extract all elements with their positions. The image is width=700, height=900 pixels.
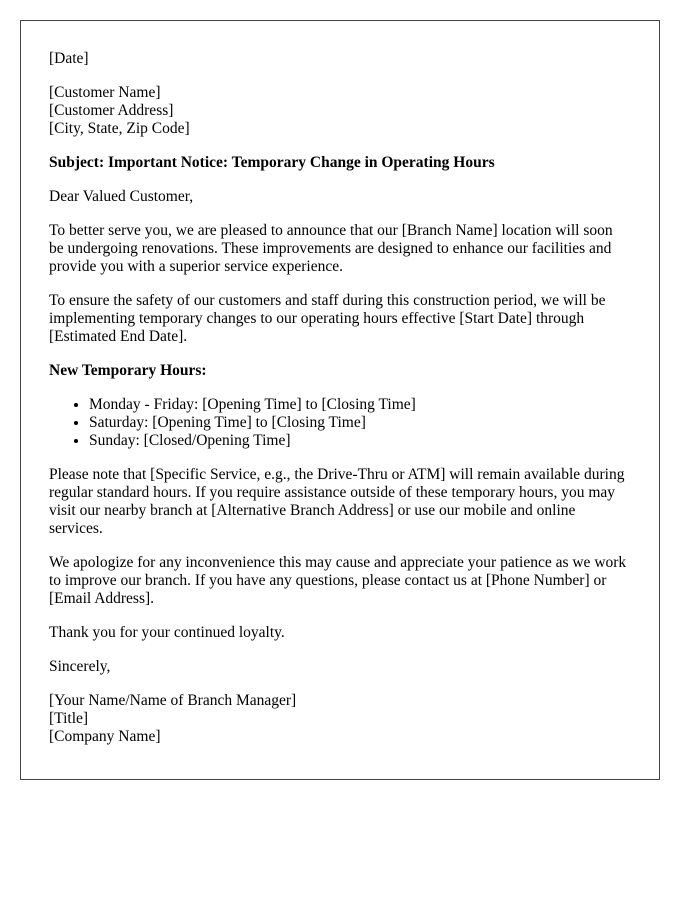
hours-item-saturday: • Saturday: [Opening Time] to [Closing Time]	[89, 414, 631, 432]
body-paragraph-apology: We apologize for any inconvenience this may cause and appreciate your patience as we work to improve our branch. If you have any questions, please contact us at [Phone Number] or [Email Address].	[49, 554, 627, 607]
signature-company: [Company Name]	[49, 728, 161, 745]
letter-salutation: Dear Valued Customer,	[49, 188, 194, 205]
recipient-city-state-zip: [City, State, Zip Code]	[49, 120, 190, 137]
hours-heading: New Temporary Hours:	[49, 362, 207, 379]
letter-page	[20, 20, 660, 780]
body-paragraph-renovation: To better serve you, we are pleased to announce that our [Branch Name] location will soon be undergoing renovations. These improvements are designed to enhance our facilities and provide you with a superior service experience.	[49, 222, 613, 275]
letter-sign-off: Sincerely,	[49, 658, 111, 675]
body-paragraph-services: Please note that [Specific Service, e.g., the Drive-Thru or ATM] will remain available during regular standard hours. If you require assistance outside of these temporary hours, you may visit our nearby branch at [Alternative Branch Address] or use our mobile and online services.	[49, 466, 625, 537]
body-paragraph-hours-change: To ensure the safety of our customers and staff during this construction period, we will be implementing temporary changes to our operating hours effective [Start Date] through [Estimated End Date].	[49, 292, 606, 345]
signature-block	[49, 692, 631, 746]
recipient-address: [Customer Address]	[49, 102, 174, 119]
letter-subject: Subject: Important Notice: Temporary Change in Operating Hours	[49, 154, 495, 171]
hours-item-weekdays: • Monday - Friday: [Opening Time] to [Closing Time]	[89, 396, 631, 414]
hours-item-sunday: • Sunday: [Closed/Opening Time]	[89, 432, 631, 450]
signature-title: [Title]	[49, 710, 89, 727]
signature-name: [Your Name/Name of Branch Manager]	[49, 692, 297, 709]
recipient-name: [Customer Name]	[49, 84, 161, 101]
hours-list	[49, 396, 631, 450]
body-paragraph-thanks: Thank you for your continued loyalty.	[49, 624, 285, 641]
recipient-address-block	[49, 84, 631, 138]
letter-date: [Date]	[49, 50, 89, 67]
